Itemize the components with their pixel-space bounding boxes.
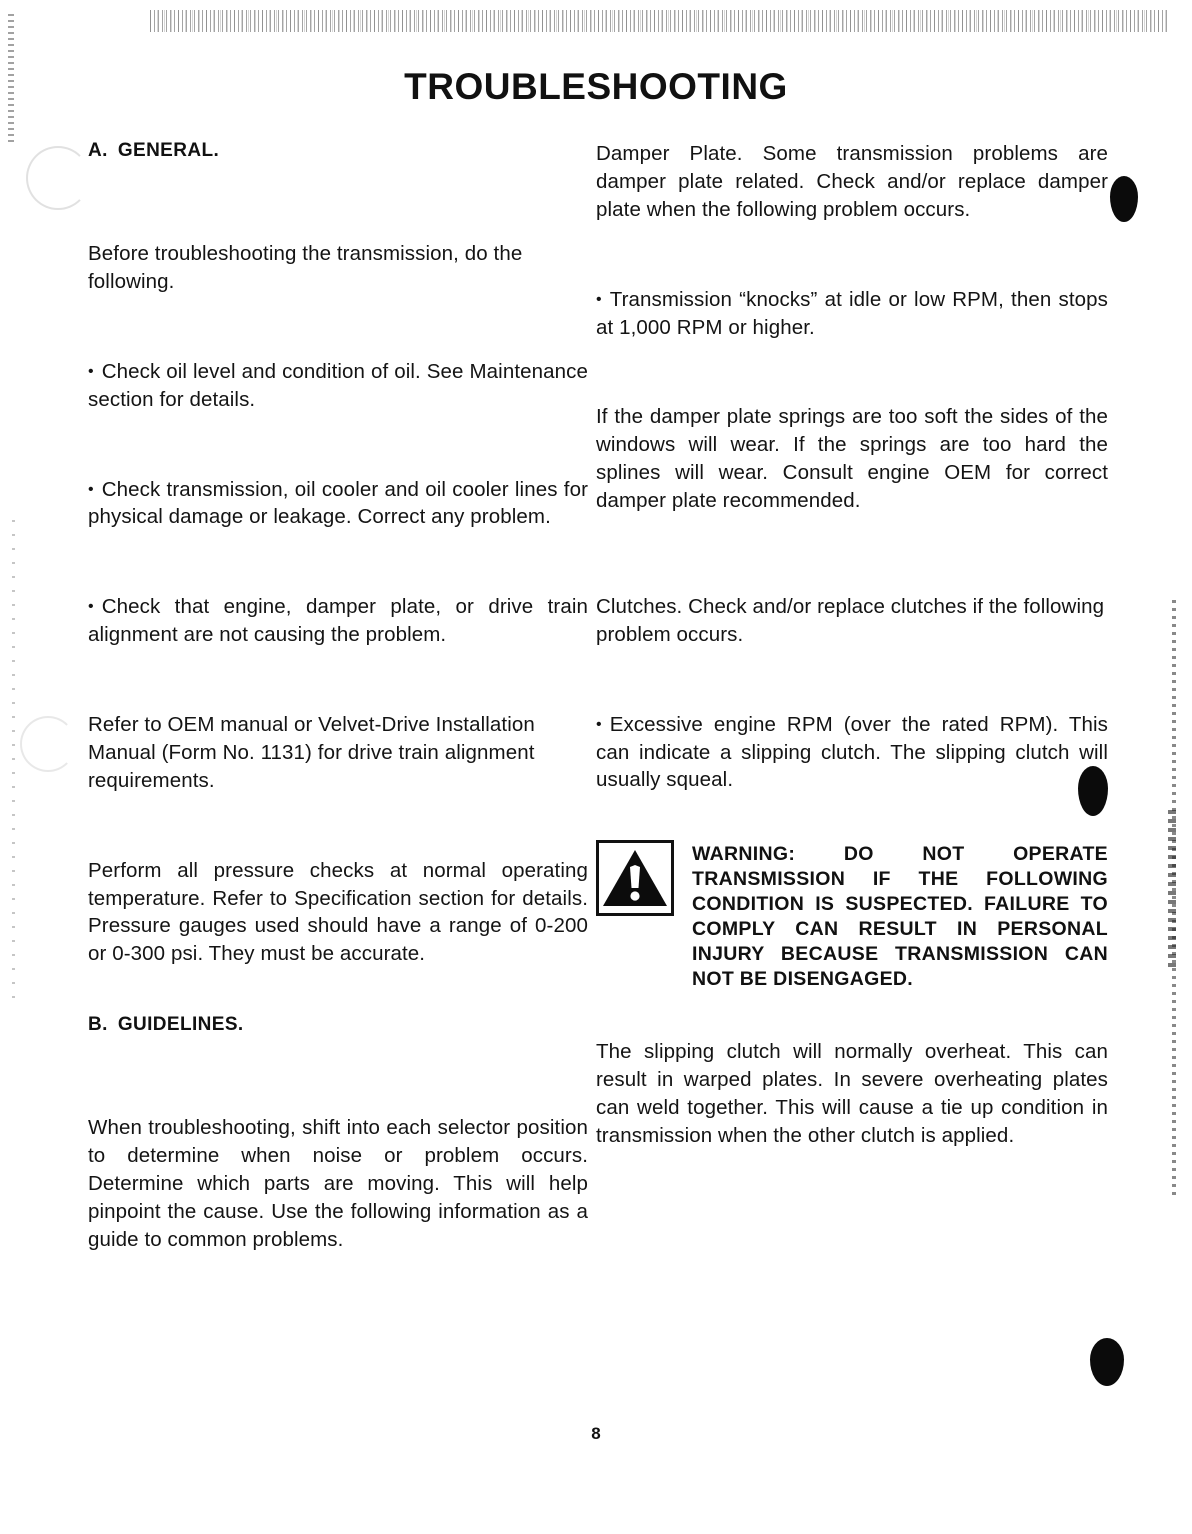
left-column	[88, 140, 588, 1254]
section-heading-guidelines	[88, 1014, 588, 1036]
spacer	[88, 296, 588, 358]
section-title-guidelines: GUIDELINES.	[117, 1014, 244, 1036]
spacer	[88, 649, 588, 711]
section-letter-b: B.	[88, 1014, 108, 1036]
paragraph-guidelines: When troubleshooting, shift into each selector position to determine when noise or problem occurs. Determine which parts are moving. This will help pinpoint the cause. Use the following information as a guide to common problems.	[88, 1116, 588, 1251]
scan-edge-right-dark-band	[1168, 810, 1176, 970]
paragraph-pressure-checks: Perform all pressure checks at normal operating temperature. Refer to Specification section for details. Pressure gauges used should have a range of 0-200 or 0-300 psi. They must be accurate.	[88, 858, 588, 966]
page-number: 8	[591, 1424, 601, 1443]
binder-ring-mark-top	[1110, 176, 1138, 222]
section-title-general: GENERAL.	[117, 140, 220, 161]
paragraph-intro: Before troubleshooting the transmission, do the following.	[88, 242, 523, 293]
scan-noise-top-edge	[150, 10, 1170, 32]
warning-text: WARNING: DO NOT OPERATE TRANSMISSION IF THE FOLLOWING CONDITION IS SUSPECTED. FAILURE TO COMPLY CAN RESULT IN PERSONAL INJURY BECAUSE TRANSMISSION CAN NOT BE DISENGAGED.	[692, 843, 1108, 991]
spacer	[88, 414, 588, 476]
spacer	[596, 649, 1108, 711]
bullet-text: Check that engine, damper plate, or drive train alignment are not causing the problem.	[88, 595, 588, 647]
bullet-transmission-knocks	[596, 286, 1108, 342]
paragraph-overheat: The slipping clutch will normally overheat. This can result in warped plates. In severe overheating plates can weld together. This will cause a tie up condition in transmission when the other clutch is applied.	[596, 1039, 1108, 1147]
spacer	[88, 162, 588, 240]
bullet-check-transmission-cooler	[88, 476, 588, 532]
warning-triangle-icon	[596, 840, 674, 916]
bullet-dot-icon: •	[88, 480, 94, 498]
spacer	[596, 515, 1108, 593]
bullet-check-oil-level	[88, 358, 588, 414]
scan-ghost-circle-upper	[26, 146, 90, 210]
right-column	[596, 140, 1108, 1149]
scan-edge-left-margin	[12, 520, 15, 1000]
bullet-dot-icon: •	[596, 715, 602, 733]
spacer	[596, 992, 1108, 1038]
bullet-dot-icon: •	[596, 290, 602, 308]
spacer	[88, 531, 588, 593]
spacer	[596, 794, 1108, 840]
warning-block	[596, 840, 1108, 992]
bullet-dot-icon: •	[88, 362, 94, 380]
bullet-excessive-rpm	[596, 711, 1108, 795]
spacer	[88, 968, 588, 1014]
bullet-check-alignment	[88, 593, 588, 649]
page-title: TROUBLESHOOTING	[404, 66, 788, 107]
scan-ghost-circle-lower	[20, 716, 76, 772]
binder-ring-mark-bottom	[1090, 1338, 1124, 1386]
bullet-text: Excessive engine RPM (over the rated RPM). This can indicate a slipping clutch. The slipping clutch will usually squeal.	[596, 712, 1108, 792]
spacer	[596, 224, 1108, 286]
paragraph-damper-springs: If the damper plate springs are too soft the sides of the windows will wear. If the springs are too hard the splines will wear. Consult engine OEM for correct damper plate recommended.	[596, 405, 1108, 512]
spacer	[88, 795, 588, 857]
spacer	[88, 1036, 588, 1114]
paragraph-clutches: Clutches. Check and/or replace clutches if the following problem occurs.	[596, 594, 1105, 646]
bullet-text: Check oil level and condition of oil. See Maintenance section for details.	[88, 359, 588, 411]
section-letter-a: A.	[88, 140, 108, 161]
paragraph-damper-plate: Damper Plate. Some transmission problems are damper plate related. Check and/or replace damper plate when the following problem occurs.	[596, 142, 1108, 221]
bullet-dot-icon: •	[88, 598, 94, 616]
bullet-text: Transmission “knocks” at idle or low RPM, then stops at 1,000 RPM or higher.	[596, 287, 1108, 339]
bullet-text: Check transmission, oil cooler and oil cooler lines for physical damage or leakage. Correct any problem.	[88, 477, 588, 529]
spacer	[596, 341, 1108, 403]
section-heading-general	[88, 140, 588, 162]
paragraph-refer-oem-manual: Refer to OEM manual or Velvet-Drive Installation Manual (Form No. 1131) for drive train alignment requirements.	[88, 713, 535, 792]
